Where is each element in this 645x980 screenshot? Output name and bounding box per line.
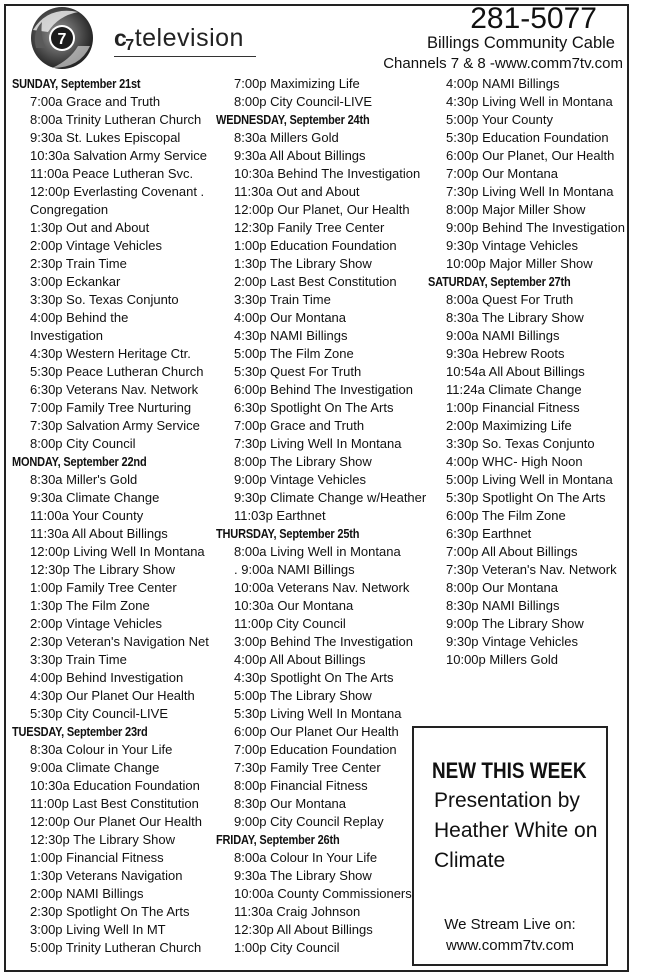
- schedule-item: 9:30p Climate Change w/Heather: [234, 490, 427, 505]
- day-heading: THURSDAY, September 25th: [216, 527, 360, 541]
- schedule-item: 8:00p The Library Show: [234, 454, 372, 469]
- schedule-item: 4:00p NAMI Billings: [446, 76, 560, 91]
- schedule-item: 5:30p Education Foundation: [446, 130, 609, 145]
- schedule-item: 5:00p Your County: [446, 112, 553, 127]
- schedule-item: 12:30p The Library Show: [30, 562, 176, 577]
- schedule-item: 2:30p Spotlight On The Arts: [30, 904, 190, 919]
- schedule-item: 2:00p Maximizing Life: [446, 418, 572, 433]
- schedule-item: 9:30a All About Billings: [234, 148, 366, 163]
- schedule-item: Investigation: [30, 328, 103, 343]
- schedule-item: 12:00p Our Planet Our Health: [30, 814, 202, 829]
- schedule-item: 6:30p Spotlight On The Arts: [234, 400, 394, 415]
- day-heading: TUESDAY, September 23rd: [12, 725, 148, 739]
- schedule-item: 11:00p City Council: [234, 616, 346, 631]
- day-heading: WEDNESDAY, September 24th: [216, 113, 370, 127]
- tagline: Billings Community Cable: [427, 34, 615, 52]
- schedule-column-3: [428, 75, 625, 669]
- schedule-item: 3:30p So. Texas Conjunto: [446, 436, 595, 451]
- schedule-item: 7:00a Grace and Truth: [30, 94, 161, 109]
- schedule-item: 11:00a Peace Lutheran Svc.: [30, 166, 194, 181]
- promo-box: [412, 726, 608, 966]
- schedule-item: 8:00p Major Miller Show: [446, 202, 586, 217]
- promo-heading: NEW THIS WEEK: [432, 758, 587, 783]
- schedule-item: 8:00a Colour In Your Life: [234, 850, 378, 865]
- schedule-item: 8:00a Trinity Lutheran Church: [30, 112, 202, 127]
- schedule-item: 7:00p Family Tree Nurturing: [30, 400, 192, 415]
- schedule-item: 3:30p Train Time: [234, 292, 331, 307]
- schedule-item: 5:00p The Film Zone: [234, 346, 354, 361]
- schedule-item: 5:00p Living Well in Montana: [446, 472, 613, 487]
- schedule-item: 7:00p Maximizing Life: [234, 76, 360, 91]
- schedule-item: 7:30p Veteran's Nav. Network: [446, 562, 617, 577]
- schedule-item: 9:00p Behind The Investigation: [446, 220, 626, 235]
- schedule-item: 10:30a Education Foundation: [30, 778, 200, 793]
- schedule-item: 1:00p Financial Fitness: [30, 850, 164, 865]
- schedule-item: 6:00p Our Planet, Our Health: [446, 148, 615, 163]
- schedule-item: 1:30p The Film Zone: [30, 598, 150, 613]
- schedule-item: 8:30a Colour in Your Life: [30, 742, 173, 757]
- schedule-item: 4:30p Western Heritage Ctr.: [30, 346, 191, 361]
- schedule-item: 7:30p Salvation Army Service: [30, 418, 200, 433]
- schedule-item: 11:30a All About Billings: [30, 526, 168, 541]
- stream-url[interactable]: www.comm7tv.com: [445, 937, 575, 954]
- schedule-item: . 9:00a NAMI Billings: [234, 562, 355, 577]
- schedule-item: 2:00p Vintage Vehicles: [30, 616, 163, 631]
- schedule-item: 8:30a Millers Gold: [234, 130, 339, 145]
- schedule-item: 4:00p All About Billings: [234, 652, 366, 667]
- schedule-item: 10:00a Veterans Nav. Network: [234, 580, 410, 595]
- schedule-item: 2:30p Veteran's Navigation Net: [30, 634, 209, 649]
- phone-number: 281-5077: [470, 2, 597, 35]
- schedule-item: 10:30a Our Montana: [234, 598, 354, 613]
- brand-underline: [114, 56, 256, 57]
- schedule-item: 1:00p Financial Fitness: [446, 400, 580, 415]
- schedule-item: 5:00p The Library Show: [234, 688, 372, 703]
- schedule-item: 5:30p Quest For Truth: [234, 364, 362, 379]
- schedule-item: 5:30p City Council-LIVE: [30, 706, 169, 721]
- day-heading: SUNDAY, September 21st: [12, 77, 141, 91]
- schedule-item: 6:00p The Film Zone: [446, 508, 566, 523]
- schedule-item: 7:30p Living Well In Montana: [446, 184, 614, 199]
- schedule-item: 7:30p Living Well In Montana: [234, 436, 402, 451]
- schedule-item: 7:00p Grace and Truth: [234, 418, 365, 433]
- schedule-item: 4:00p WHC- High Noon: [446, 454, 583, 469]
- brand-word: television: [134, 24, 244, 52]
- schedule-item: 1:00p City Council: [234, 940, 340, 955]
- schedule-item: 8:30p Our Montana: [234, 796, 347, 811]
- schedule-item: 11:30a Craig Johnson: [234, 904, 361, 919]
- schedule-item: 5:30p Spotlight On The Arts: [446, 490, 606, 505]
- schedule-item: 9:30a Hebrew Roots: [446, 346, 565, 361]
- stream-label: We Stream Live on:: [444, 916, 576, 933]
- schedule-item: 3:00p Eckankar: [30, 274, 121, 289]
- schedule-item: 4:30p Spotlight On The Arts: [234, 670, 394, 685]
- schedule-item: 2:30p Train Time: [30, 256, 127, 271]
- schedule-item: 12:30p Fanily Tree Center: [234, 220, 385, 235]
- schedule-item: 9:30a The Library Show: [234, 868, 372, 883]
- day-heading: FRIDAY, September 26th: [216, 833, 340, 847]
- channels-info: Channels 7 & 8 -www.comm7tv.com: [383, 55, 623, 72]
- schedule-item: 6:00p Our Planet Our Health: [234, 724, 399, 739]
- schedule-item: 12:30p The Library Show: [30, 832, 176, 847]
- promo-body: Presentation by Heather White on Climate: [434, 789, 598, 872]
- schedule-item: 12:00p Everlasting Covenant .: [30, 184, 205, 199]
- schedule-item: 11:00a Your County: [30, 508, 144, 523]
- schedule-item: 4:30p Our Planet Our Health: [30, 688, 195, 703]
- schedule-item: 11:30a Out and About: [234, 184, 360, 199]
- schedule-item: 7:30p Family Tree Center: [234, 760, 381, 775]
- schedule-item: 10:00p Major Miller Show: [446, 256, 593, 271]
- schedule-item: 7:00p Our Montana: [446, 166, 559, 181]
- schedule-item: 4:00p Behind the: [30, 310, 129, 325]
- schedule-item: 3:00p Living Well In MT: [30, 922, 166, 937]
- schedule-item: 6:30p Veterans Nav. Network: [30, 382, 199, 397]
- brand-name: [114, 24, 244, 55]
- schedule-item: 4:00p Our Montana: [234, 310, 347, 325]
- schedule-item: 4:00p Behind Investigation: [30, 670, 184, 685]
- schedule-item: 9:00p City Council Replay: [234, 814, 384, 829]
- schedule-item: 9:00p The Library Show: [446, 616, 584, 631]
- schedule-item: 4:30p Living Well in Montana: [446, 94, 613, 109]
- schedule-item: 10:30a Behind The Investigation: [234, 166, 421, 181]
- schedule-item: 9:30p Vintage Vehicles: [446, 634, 579, 649]
- schedule-item: 10:54a All About Billings: [446, 364, 585, 379]
- schedule-item: 6:00p Behind The Investigation: [234, 382, 414, 397]
- schedule-item: 1:00p Family Tree Center: [30, 580, 177, 595]
- schedule-item: 8:30p NAMI Billings: [446, 598, 560, 613]
- schedule-item: 3:30p Train Time: [30, 652, 127, 667]
- schedule-item: 2:00p NAMI Billings: [30, 886, 144, 901]
- brand-c: c: [114, 25, 128, 51]
- schedule-item: 1:00p Education Foundation: [234, 238, 397, 253]
- schedule-item: 12:00p Our Planet, Our Health: [234, 202, 410, 217]
- schedule-item: 10:00p Millers Gold: [446, 652, 558, 667]
- schedule-item: 6:30p Earthnet: [446, 526, 532, 541]
- schedule-item: 11:00p Last Best Constitution: [30, 796, 199, 811]
- schedule-item: 1:30p Out and About: [30, 220, 150, 235]
- day-heading: SATURDAY, September 27th: [428, 275, 571, 289]
- schedule-item: 7:00p Education Foundation: [234, 742, 397, 757]
- schedule-item: 1:30p The Library Show: [234, 256, 372, 271]
- promo-stream: [414, 914, 606, 956]
- schedule-item: 11:24a Climate Change: [446, 382, 582, 397]
- day-heading: MONDAY, September 22nd: [12, 455, 147, 469]
- schedule-item: 9:30p Vintage Vehicles: [446, 238, 579, 253]
- schedule-item: 8:00a Quest For Truth: [446, 292, 574, 307]
- schedule-column-1: [12, 75, 209, 957]
- schedule-item: 1:30p Veterans Navigation: [30, 868, 183, 883]
- schedule-item: 8:00p City Council-LIVE: [234, 94, 373, 109]
- schedule-item: 9:00a NAMI Billings: [446, 328, 560, 343]
- schedule-item: 3:00p Behind The Investigation: [234, 634, 414, 649]
- schedule-item: 8:30a The Library Show: [446, 310, 584, 325]
- schedule-item: 12:00p Living Well In Montana: [30, 544, 205, 559]
- schedule-item: 8:00p Our Montana: [446, 580, 559, 595]
- logo-numeral: 7: [57, 31, 67, 48]
- schedule-item: 5:30p Living Well In Montana: [234, 706, 402, 721]
- schedule-item: 3:30p So. Texas Conjunto: [30, 292, 179, 307]
- schedule-item: 8:00p City Council: [30, 436, 136, 451]
- c7-logo-icon: [18, 2, 108, 72]
- schedule-item: 10:30a Salvation Army Service: [30, 148, 208, 163]
- schedule-item: 9:30a St. Lukes Episcopal: [30, 130, 181, 145]
- schedule-item: 8:00a Living Well in Montana: [234, 544, 401, 559]
- schedule-item: 8:30a Miller's Gold: [30, 472, 138, 487]
- schedule-item: 2:00p Last Best Constitution: [234, 274, 397, 289]
- schedule-item: 9:00p Vintage Vehicles: [234, 472, 367, 487]
- schedule-item: 10:00a County Commissioners: [234, 886, 412, 901]
- schedule-item: 8:00p Financial Fitness: [234, 778, 368, 793]
- schedule-item: 5:30p Peace Lutheran Church: [30, 364, 204, 379]
- schedule-item: 4:30p NAMI Billings: [234, 328, 348, 343]
- schedule-item: 5:00p Trinity Lutheran Church: [30, 940, 202, 955]
- schedule-column-2: [216, 75, 426, 957]
- schedule-item: 12:30p All About Billings: [234, 922, 373, 937]
- schedule-item: Congregation: [30, 202, 109, 217]
- brand-seven: 7: [125, 37, 135, 54]
- schedule-item: 2:00p Vintage Vehicles: [30, 238, 163, 253]
- schedule-item: 9:30a Climate Change: [30, 490, 160, 505]
- schedule-item: 9:00a Climate Change: [30, 760, 160, 775]
- schedule-item: 11:03p Earthnet: [234, 508, 326, 523]
- schedule-item: 7:00p All About Billings: [446, 544, 578, 559]
